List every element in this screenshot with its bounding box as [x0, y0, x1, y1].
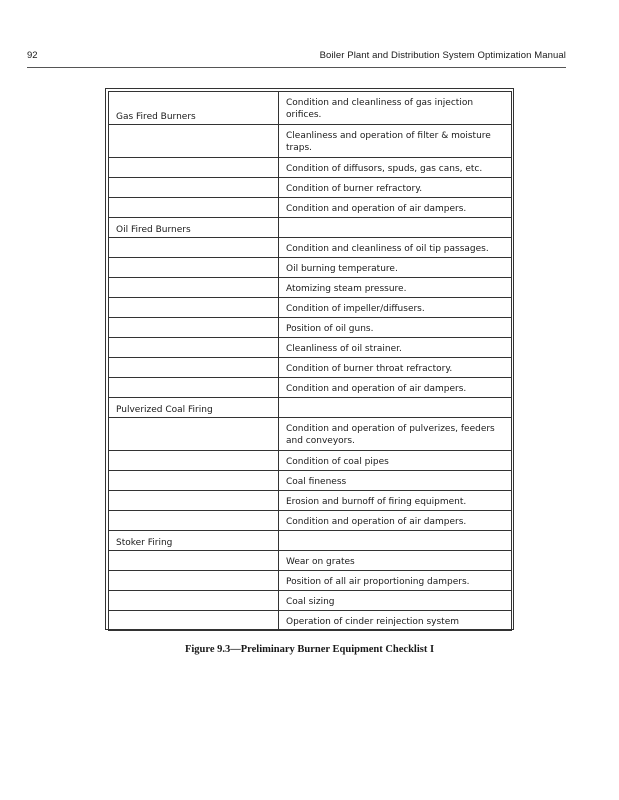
checklist-item-cell: Cleanliness of oil strainer. [279, 338, 512, 358]
table-row [109, 125, 512, 158]
checklist-item-cell: Coal sizing [279, 591, 512, 611]
checklist-item-cell: Position of all air proportioning dampers. [279, 571, 512, 591]
table-row [109, 178, 512, 198]
table-row [109, 358, 512, 378]
category-cell [109, 611, 279, 631]
checklist-item-cell: Erosion and burnoff of firing equipment. [279, 491, 512, 511]
category-cell [109, 158, 279, 178]
category-cell [109, 178, 279, 198]
checklist-item-cell: Oil burning temperature. [279, 258, 512, 278]
category-cell [109, 198, 279, 218]
table-row [109, 318, 512, 338]
checklist-item-cell: Condition of burner throat refractory. [279, 358, 512, 378]
table-row [109, 158, 512, 178]
checklist-item-cell: Condition and operation of air dampers. [279, 378, 512, 398]
category-cell [109, 318, 279, 338]
book-title: Boiler Plant and Distribution System Optimization Manual [319, 50, 566, 61]
category-cell [109, 338, 279, 358]
table-row [109, 418, 512, 451]
category-cell [109, 451, 279, 471]
category-cell [109, 571, 279, 591]
table-row [109, 471, 512, 491]
category-cell [109, 551, 279, 571]
header-divider [27, 67, 566, 68]
category-cell [109, 125, 279, 158]
category-cell [109, 278, 279, 298]
category-cell [109, 471, 279, 491]
category-cell: Gas Fired Burners [109, 92, 279, 125]
table-row [109, 338, 512, 358]
table-row [109, 398, 512, 418]
category-cell: Stoker Firing [109, 531, 279, 551]
table-row [109, 238, 512, 258]
checklist-item-cell: Condition of impeller/diffusers. [279, 298, 512, 318]
checklist-item-cell: Wear on grates [279, 551, 512, 571]
checklist-item-cell: Condition and operation of air dampers. [279, 511, 512, 531]
checklist-item-cell: Condition and cleanliness of gas injection orifices. [279, 92, 512, 125]
category-cell [109, 418, 279, 451]
table-row [109, 611, 512, 631]
checklist-item-cell: Coal fineness [279, 471, 512, 491]
checklist-item-cell: Condition and operation of pulverizes, feeders and conveyors. [279, 418, 512, 451]
table-row [109, 198, 512, 218]
category-cell [109, 358, 279, 378]
category-cell [109, 258, 279, 278]
table-row [109, 278, 512, 298]
checklist-item-cell: Operation of cinder reinjection system [279, 611, 512, 631]
category-cell [109, 491, 279, 511]
table-row [109, 451, 512, 471]
category-cell [109, 511, 279, 531]
checklist-item-cell: Condition and operation of air dampers. [279, 198, 512, 218]
figure-caption: Figure 9.3—Preliminary Burner Equipment Checklist I [184, 644, 435, 655]
table-row [109, 571, 512, 591]
category-cell [109, 238, 279, 258]
checklist-item-cell: Condition of coal pipes [279, 451, 512, 471]
table-row [109, 378, 512, 398]
running-header [27, 50, 566, 64]
burner-checklist-table [108, 91, 512, 631]
checklist-item-cell: Position of oil guns. [279, 318, 512, 338]
category-cell [109, 378, 279, 398]
category-cell: Oil Fired Burners [109, 218, 279, 238]
table-row [109, 258, 512, 278]
category-cell [109, 298, 279, 318]
checklist-item-cell: Atomizing steam pressure. [279, 278, 512, 298]
table-row [109, 551, 512, 571]
checklist-item-cell [279, 218, 512, 238]
table-row [109, 531, 512, 551]
checklist-item-cell: Condition of diffusors, spuds, gas cans, etc. [279, 158, 512, 178]
checklist-item-cell [279, 531, 512, 551]
checklist-item-cell [279, 398, 512, 418]
category-cell: Pulverized Coal Firing [109, 398, 279, 418]
table-row [109, 92, 512, 125]
category-cell [109, 591, 279, 611]
table-row [109, 591, 512, 611]
table-row [109, 491, 512, 511]
checklist-item-cell: Cleanliness and operation of filter & moisture traps. [279, 125, 512, 158]
checklist-item-cell: Condition and cleanliness of oil tip passages. [279, 238, 512, 258]
page-number: 92 [27, 50, 38, 61]
table-row [109, 298, 512, 318]
table-row [109, 218, 512, 238]
checklist-item-cell: Condition of burner refractory. [279, 178, 512, 198]
table-row [109, 511, 512, 531]
